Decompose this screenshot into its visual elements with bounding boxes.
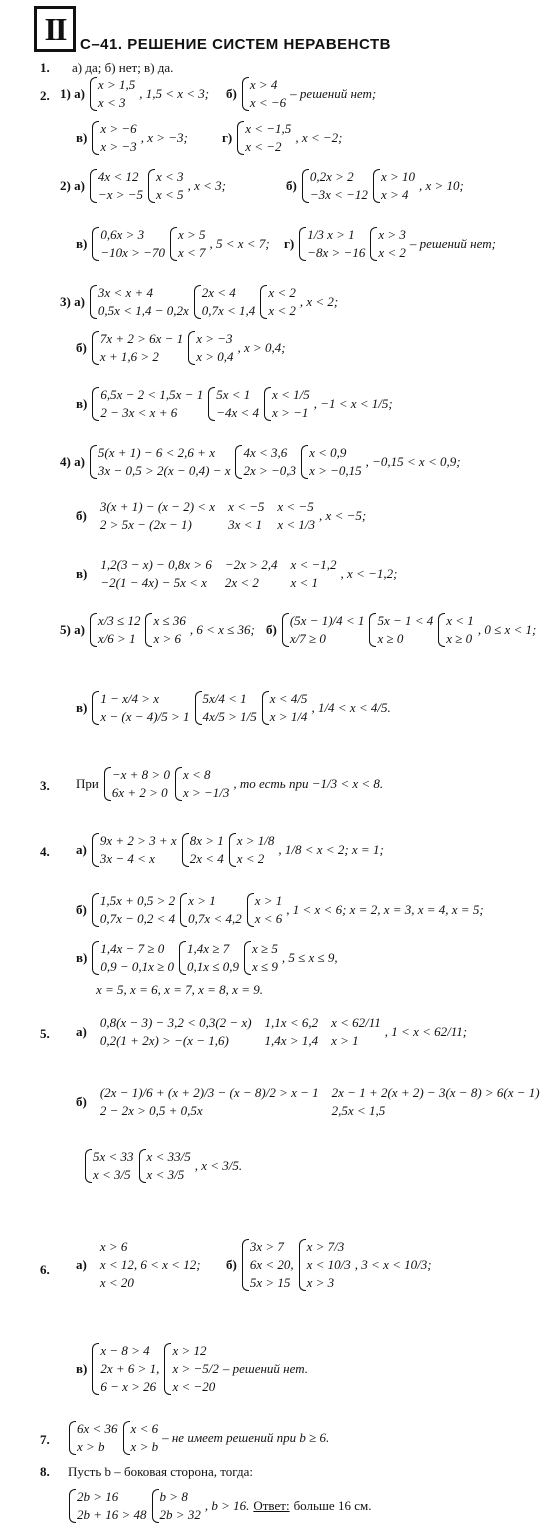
inequality-system: x ≤ 36 x > 6 xyxy=(144,612,185,648)
p3: При −x + 8 > 0 6x + 2 > 0 x < 8 x > −1/3 , то есть при −1/3 < x < 8. xyxy=(76,767,384,800)
p4-b: б) 1,5x + 0,5 > 2 0,7x − 0,2 < 4 x > 1 0,7x < 4,2 x > 1 x < 6 , 1 < x < 6; x = 2, x = 3, x = 4, x = 5; xyxy=(76,893,484,926)
p2-4a: 4) а) 5(x + 1) − 6 < 2,6 + x 3x − 0,5 > 2(x − 0,4) − x 4x < 3,6 2x > −0,3 x < 0,9 x > −0,15 , −0,15 < x < 0,9; xyxy=(60,445,461,478)
inequality-system: 2b > 16 2b + 16 > 48 xyxy=(68,1488,147,1524)
inequality-system: x > 1,5 x < 3 xyxy=(89,76,135,112)
p2-2a: 2) а) 4x < 12 −x > −5 x < 3 x < 5 , x < 3; xyxy=(60,169,226,202)
p2-1c: в) x > −6 x > −3 , x > −3; xyxy=(76,121,188,154)
inequality-system: 3(x + 1) − (x − 2) < x 2 > 5x − (2x − 1) xyxy=(99,499,216,532)
inequality-system: 1,2(3 − x) − 0,8x > 6 −2(1 − 4x) − 5x < x xyxy=(100,557,212,590)
inequality-system: x > 5 x < 7 xyxy=(169,226,206,262)
inequality-system: x < −1,2 x < 1 xyxy=(290,557,337,590)
inequality-system: x < 62/11 x > 1 xyxy=(331,1015,381,1048)
inequality-system: −x + 8 > 0 6x + 2 > 0 xyxy=(103,766,170,802)
inequality-system: 9x + 2 > 3 + x 3x − 4 < x xyxy=(91,832,177,868)
problem-1-answer: а) да; б) нет; в) да. xyxy=(72,60,174,75)
inequality-system: 0,8(x − 3) − 3,2 < 0,3(2 − x) 0,2(1 + 2x) > −(x − 1,6) xyxy=(99,1015,252,1048)
inequality-system: 8x > 1 2x < 4 xyxy=(181,832,224,868)
inequality-system: x > 4 x < −6 xyxy=(241,76,286,112)
answer-label: Ответ: xyxy=(253,1498,290,1513)
p5-c: 5x < 33 x < 3/5 x < 33/5 x < 3/5 , x < 3/5. xyxy=(84,1148,242,1184)
inequality-system: x < 3 x < 5 xyxy=(147,168,184,204)
problem-number-2: 2. xyxy=(40,88,50,103)
inequality-system: 2x < 4 0,7x < 1,4 xyxy=(193,284,256,320)
inequality-system: x < 1 x ≥ 0 xyxy=(437,612,474,648)
inequality-system: 1/3 x > 1 −8x > −16 xyxy=(298,226,365,262)
inequality-system: 4x < 12 −x > −5 xyxy=(89,168,143,204)
p2-5a: 5) а) x/3 ≤ 12 x/6 > 1 x ≤ 36 x > 6 , 6 < x ≤ 36; xyxy=(60,613,255,646)
p5-b: б) (2x − 1)/6 + (x + 2)/3 − (x − 8)/2 > x − 1 2 − 2x > 0,5 + 0,5x 2x − 1 + 2(x + 2) − 3(x − 8) > 6(x − 1) 2,5x < 1,5 xyxy=(76,1085,540,1118)
p2-1b: б) x > 4 x < −6 – решений нет; xyxy=(226,77,377,110)
inequality-system: x > −6 x > −3 xyxy=(91,120,136,156)
inequality-system: x < −5 x < 1/3 xyxy=(277,499,316,532)
inequality-system: x < −1,5 x < −2 xyxy=(236,120,291,156)
problem-number-7: 7. xyxy=(40,1432,50,1447)
p4-c-integers: x = 5, x = 6, x = 7, x = 8, x = 9. xyxy=(96,982,263,997)
p7: 6x < 36 x > b x < 6 x > b – не имеет решений при b ≥ 6. xyxy=(68,1420,329,1456)
inequality-system: x > 12 x > −5/2 x < −20 xyxy=(163,1342,218,1396)
inequality-system: x < 33/5 x < 3/5 xyxy=(138,1148,191,1184)
inequality-system: (2x − 1)/6 + (x + 2)/3 − (x − 8)/2 > x − 1 2 − 2x > 0,5 + 0,5x xyxy=(99,1085,319,1118)
inequality-system: −2x > 2,4 2x < 2 xyxy=(224,557,278,590)
inequality-system: x > 1 x < 6 xyxy=(246,892,283,928)
problem-number-5: 5. xyxy=(40,1026,50,1041)
inequality-system: x < −5 3x < 1 xyxy=(228,499,265,532)
inequality-system: 6,5x − 2 < 1,5x − 1 2 − 3x < x + 6 xyxy=(91,386,203,422)
p6-a: а) x > 6 x < 12, 6 < x < 12; x < 20 xyxy=(76,1239,201,1290)
p2-1a: 1) а) x > 1,5 x < 3 , 1,5 < x < 3; xyxy=(60,77,210,110)
p2-5c: в) 1 − x/4 > x x − (x − 4)/5 > 1 5x/4 < 1 4x/5 > 1/5 x < 4/5 x > 1/4 , 1/4 < x < 4/5. xyxy=(76,691,391,724)
problem-number-4: 4. xyxy=(40,844,50,859)
inequality-system: x/3 ≤ 12 x/6 > 1 xyxy=(89,612,141,648)
p2-3a: 3) а) 3x < x + 4 0,5x < 1,4 − 0,2x 2x < 4 0,7x < 1,4 x < 2 x < 2 , x < 2; xyxy=(60,285,339,318)
p2-5b: б) (5x − 1)/4 < 1 x/7 ≥ 0 5x − 1 < 4 x ≥ 0 x < 1 x ≥ 0 , 0 ≤ x < 1; xyxy=(266,613,537,646)
p2-3b: б) 7x + 2 > 6x − 1 x + 1,6 > 2 x > −3 x > 0,4 , x > 0,4; xyxy=(76,331,286,364)
inequality-system: x < 8 x > −1/3 xyxy=(174,766,229,802)
problem-number-1: 1. xyxy=(40,60,50,75)
inequality-system: 1,4x − 7 ≥ 0 0,9 − 0,1x ≥ 0 xyxy=(91,940,174,976)
inequality-system: 5x < 1 −4x < 4 xyxy=(207,386,259,422)
p2-1d: г) x < −1,5 x < −2 , x < −2; xyxy=(222,121,343,154)
inequality-system: b > 8 2b > 32 xyxy=(151,1488,201,1524)
inequality-system: 0,6x > 3 −10x > −70 xyxy=(91,226,165,262)
p6-c: в) x − 8 > 4 2x + 6 > 1, 6 − x > 26 x > 12 x > −5/2 x < −20 – решений нет. xyxy=(76,1343,309,1394)
inequality-system: 5x < 33 x < 3/5 xyxy=(84,1148,134,1184)
inequality-system: 3x < x + 4 0,5x < 1,4 − 0,2x xyxy=(89,284,189,320)
inequality-system: 1,5x + 0,5 > 2 0,7x − 0,2 < 4 xyxy=(91,892,175,928)
p2-4c: в) 1,2(3 − x) − 0,8x > 6 −2(1 − 4x) − 5x < x −2x > 2,4 2x < 2 x < −1,2 x < 1 , x < −1,2; xyxy=(76,557,398,590)
inequality-system: 1,1x < 6,2 1,4x > 1,4 xyxy=(264,1015,319,1048)
p5-a: а) 0,8(x − 3) − 3,2 < 0,3(2 − x) 0,2(1 + 2x) > −(x − 1,6) 1,1x < 6,2 1,4x > 1,4 x < 62/11 x > 1 , 1 < x < 62/11; xyxy=(76,1015,468,1048)
inequality-system: (5x − 1)/4 < 1 x/7 ≥ 0 xyxy=(281,612,365,648)
inequality-system: 4x < 3,6 2x > −0,3 xyxy=(234,444,296,480)
inequality-system: x < 4/5 x > 1/4 xyxy=(261,690,308,726)
inequality-system: 5x − 1 < 4 x ≥ 0 xyxy=(368,612,433,648)
inequality-system: 5(x + 1) − 6 < 2,6 + x 3x − 0,5 > 2(x − 0,4) − x xyxy=(89,444,231,480)
section-numeral: II xyxy=(34,6,76,52)
p2-2d: г) 1/3 x > 1 −8x > −16 x > 3 x < 2 – решений нет; xyxy=(284,227,496,260)
inequality-system: x > 1/8 x < 2 xyxy=(228,832,275,868)
inequality-system: x > 6 x < 12, 6 < x < 12; x < 20 xyxy=(99,1239,201,1290)
p4-c: в) 1,4x − 7 ≥ 0 0,9 − 0,1x ≥ 0 1,4x ≥ 7 0,1x ≤ 0,9 x ≥ 5 x ≤ 9 , 5 ≤ x ≤ 9, xyxy=(76,941,338,974)
inequality-system: x < 0,9 x > −0,15 xyxy=(300,444,362,480)
inequality-system: x > 7/3 x < 10/3 x > 3 xyxy=(298,1238,351,1292)
inequality-system: x > −3 x > 0,4 xyxy=(187,330,233,366)
inequality-system: 3x > 7 6x < 20, 5x > 15 xyxy=(241,1238,294,1292)
inequality-system: 0,2x > 2 −3x < −12 xyxy=(301,168,368,204)
p6-b: б) 3x > 7 6x < 20, 5x > 15 x > 7/3 x < 10/3 x > 3 , 3 < x < 10/3; xyxy=(226,1239,432,1290)
inequality-system: x > 3 x < 2 xyxy=(369,226,406,262)
inequality-system: 7x + 2 > 6x − 1 x + 1,6 > 2 xyxy=(91,330,183,366)
problem-number-3: 3. xyxy=(40,778,50,793)
p2-2b: б) 0,2x > 2 −3x < −12 x > 10 x > 4 , x > 10; xyxy=(286,169,464,202)
problem-number-6: 6. xyxy=(40,1262,50,1277)
inequality-system: 1 − x/4 > x x − (x − 4)/5 > 1 xyxy=(91,690,189,726)
inequality-system: 1,4x ≥ 7 0,1x ≤ 0,9 xyxy=(178,940,239,976)
inequality-system: x < 1/5 x > −1 xyxy=(263,386,310,422)
inequality-system: x − 8 > 4 2x + 6 > 1, 6 − x > 26 xyxy=(91,1342,159,1396)
inequality-system: 5x/4 < 1 4x/5 > 1/5 xyxy=(194,690,257,726)
inequality-system: x < 6 x > b xyxy=(122,1420,159,1456)
problem-number-8: 8. xyxy=(40,1464,50,1479)
p2-4b: б) 3(x + 1) − (x − 2) < x 2 > 5x − (2x − 1) x < −5 3x < 1 x < −5 x < 1/3 , x < −5; xyxy=(76,499,367,532)
inequality-system: x > 10 x > 4 xyxy=(372,168,415,204)
inequality-system: 2x − 1 + 2(x + 2) − 3(x − 8) > 6(x − 1) 2,5x < 1,5 xyxy=(331,1085,540,1118)
inequality-system: x < 2 x < 2 xyxy=(259,284,296,320)
p2-3c: в) 6,5x − 2 < 1,5x − 1 2 − 3x < x + 6 5x < 1 −4x < 4 x < 1/5 x > −1 , −1 < x < 1/5; xyxy=(76,387,393,420)
inequality-system: x ≥ 5 x ≤ 9 xyxy=(243,940,278,976)
p2-2c: в) 0,6x > 3 −10x > −70 x > 5 x < 7 , 5 < x < 7; xyxy=(76,227,270,260)
inequality-system: x > 1 0,7x < 4,2 xyxy=(179,892,242,928)
p8-system: 2b > 16 2b + 16 > 48 b > 8 2b > 32 , b > 16. Ответ: больше 16 см. xyxy=(68,1488,371,1524)
inequality-system: 6x < 36 x > b xyxy=(68,1420,118,1456)
p4-a: а) 9x + 2 > 3 + x 3x − 4 < x 8x > 1 2x < 4 x > 1/8 x < 2 , 1/8 < x < 2; x = 1; xyxy=(76,833,384,866)
page-title: С–41. РЕШЕНИЕ СИСТЕМ НЕРАВЕНСТВ xyxy=(80,36,391,53)
p8-intro: Пусть b – боковая сторона, тогда: xyxy=(68,1464,253,1479)
